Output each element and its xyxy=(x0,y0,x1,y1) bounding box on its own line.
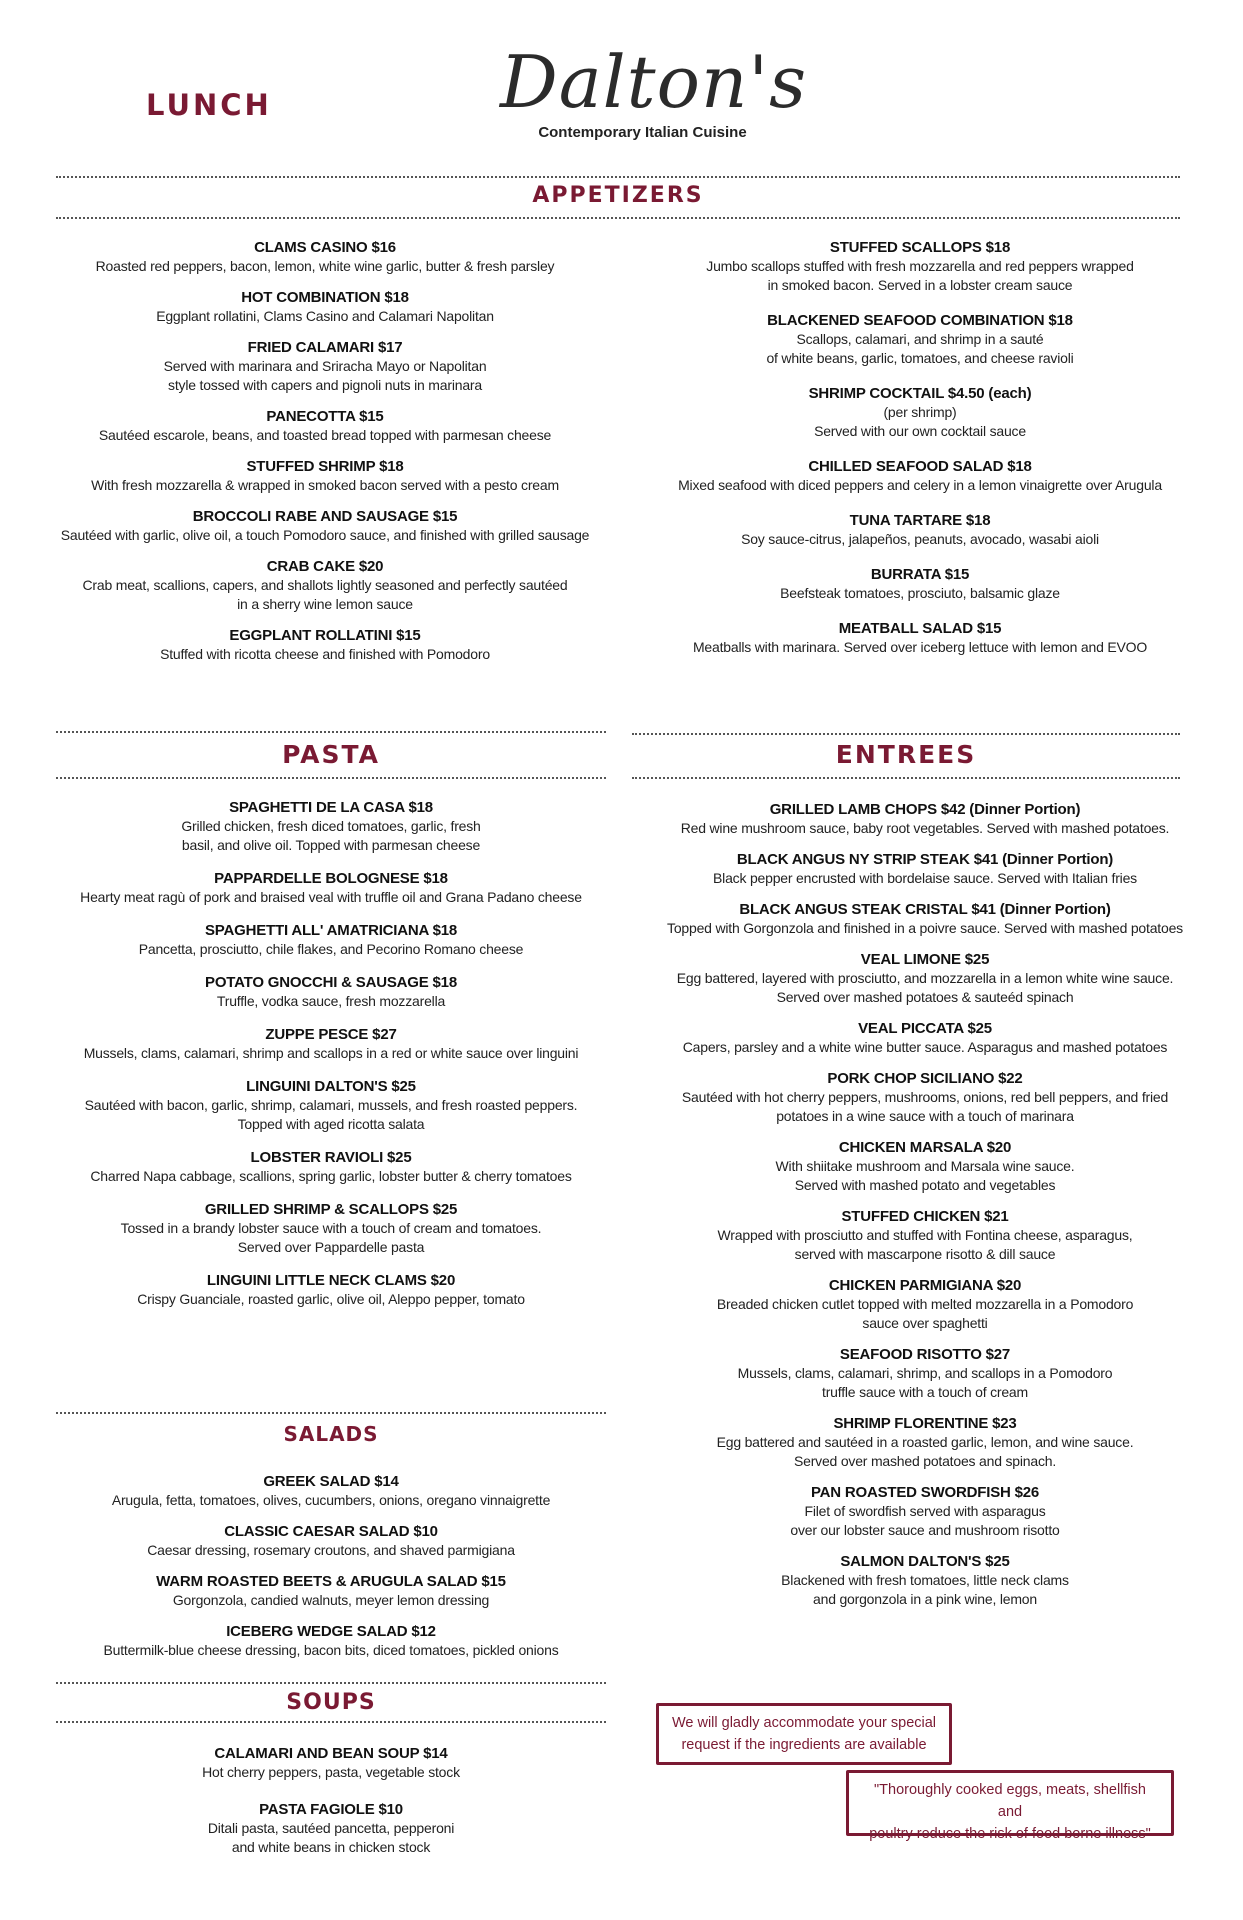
menu-item-name: GRILLED LAMB CHOPS $42 (Dinner Portion) xyxy=(769,801,1081,818)
menu-item xyxy=(40,238,610,276)
menu-item xyxy=(46,1472,616,1510)
description-line: Served over Pappardelle pasta xyxy=(237,1239,425,1255)
section-title-entrees: ENTREES xyxy=(835,740,977,769)
menu-item-description xyxy=(650,1038,1200,1057)
description-line: Black pepper encrusted with bordelaise sauce. Served with Italian fries xyxy=(713,870,1137,886)
description-line: Blackened with fresh tomatoes, little neck clams xyxy=(781,1572,1069,1588)
menu-item-name: PORK CHOP SICILIANO $22 xyxy=(827,1070,1023,1087)
menu-item-name: CALAMARI AND BEAN SOUP $14 xyxy=(214,1745,448,1762)
divider xyxy=(56,777,606,779)
menu-item-description xyxy=(650,869,1200,888)
description-line: of white beans, garlic, tomatoes, and cheese ravioli xyxy=(766,350,1074,366)
menu-item-name: PAPPARDELLE BOLOGNESE $18 xyxy=(214,870,448,887)
menu-item xyxy=(660,238,1180,295)
menu-item xyxy=(40,557,610,614)
menu-item-name: PAN ROASTED SWORDFISH $26 xyxy=(810,1484,1040,1501)
menu-item-name: CLASSIC CAESAR SALAD $10 xyxy=(224,1523,438,1540)
menu-item-description xyxy=(40,307,610,326)
description-line: Sautéed with garlic, olive oil, a touch Pomodoro sauce, and finished with grilled sausage xyxy=(60,527,590,543)
special-request-note xyxy=(656,1703,952,1765)
menu-item-description xyxy=(40,576,610,614)
menu-item xyxy=(650,1019,1200,1057)
menu-item xyxy=(46,798,616,855)
menu-item-name: EGGPLANT ROLLATINI $15 xyxy=(229,627,421,644)
menu-item-description xyxy=(46,817,616,855)
section-title-salads: SALADS xyxy=(283,1422,379,1446)
description-line: over our lobster sauce and mushroom risotto xyxy=(790,1522,1060,1538)
description-line: Served with mashed potato and vegetables xyxy=(794,1177,1056,1193)
menu-item-description xyxy=(46,1541,616,1560)
description-line: Tossed in a brandy lobster sauce with a touch of cream and tomatoes. xyxy=(120,1220,542,1236)
menu-item xyxy=(46,1522,616,1560)
menu-item xyxy=(650,1207,1200,1264)
menu-item xyxy=(46,1148,616,1186)
description-line: served with mascarpone risotto & dill sauce xyxy=(794,1246,1056,1262)
menu-item xyxy=(650,1483,1200,1540)
menu-item xyxy=(40,288,610,326)
section-title-soups: SOUPS xyxy=(286,1690,376,1715)
menu-item xyxy=(660,384,1180,441)
menu-item xyxy=(660,311,1180,368)
description-line: Meatballs with marinara. Served over iceberg lettuce with lemon and EVOO xyxy=(692,639,1148,655)
description-line: Crispy Guanciale, roasted garlic, olive oil, Aleppo pepper, tomato xyxy=(137,1291,525,1307)
menu-item xyxy=(650,850,1200,888)
description-line: Hot cherry peppers, pasta, vegetable stock xyxy=(202,1764,460,1780)
menu-item-description xyxy=(46,1290,616,1309)
menu-item-description xyxy=(650,1364,1200,1402)
menu-item-name: POTATO GNOCCHI & SAUSAGE $18 xyxy=(205,974,457,991)
menu-item-name: SEAFOOD RISOTTO $27 xyxy=(839,1346,1011,1363)
divider xyxy=(632,733,1180,735)
description-line: Ditali pasta, sautéed pancetta, pepperoni xyxy=(207,1820,455,1836)
menu-item xyxy=(46,921,616,959)
description-line: and gorgonzola in a pink wine, lemon xyxy=(813,1591,1037,1607)
description-line: With fresh mozzarella & wrapped in smoked bacon served with a pesto cream xyxy=(91,477,559,493)
menu-item-name: CLAMS CASINO $16 xyxy=(254,239,396,256)
description-line: Served over mashed potatoes & sauteéd spinach xyxy=(776,989,1074,1005)
menu-item-description xyxy=(650,1502,1200,1540)
divider xyxy=(632,777,1180,779)
menu-item-name: GRILLED SHRIMP & SCALLOPS $25 xyxy=(204,1201,458,1218)
menu-item-description xyxy=(660,476,1180,495)
description-line: Served with our own cocktail sauce xyxy=(814,423,1026,439)
menu-label: LUNCH xyxy=(146,88,272,122)
description-line: basil, and olive oil. Topped with parmesan cheese xyxy=(181,837,481,853)
menu-item-description xyxy=(46,992,616,1011)
divider xyxy=(56,176,1180,178)
description-line: potatoes in a wine sauce with a touch of marinara xyxy=(776,1108,1074,1124)
description-line: and white beans in chicken stock xyxy=(231,1839,431,1855)
menu-item-description xyxy=(650,1295,1200,1333)
menu-item xyxy=(46,973,616,1011)
menu-item xyxy=(46,1800,616,1857)
menu-item-description xyxy=(46,940,616,959)
restaurant-logo xyxy=(500,40,808,141)
description-line: Filet of swordfish served with asparagus xyxy=(804,1503,1046,1519)
menu-item xyxy=(46,869,616,907)
menu-item-description xyxy=(660,584,1180,603)
menu-item-description xyxy=(660,403,1180,441)
description-line: Capers, parsley and a white wine butter sauce. Asparagus and mashed potatoes xyxy=(682,1039,1168,1055)
menu-item xyxy=(660,619,1180,657)
menu-item xyxy=(650,1414,1200,1471)
menu-item xyxy=(46,1025,616,1063)
menu-item-description xyxy=(40,357,610,395)
description-line: Mixed seafood with diced peppers and celery in a lemon vinaigrette over Arugula xyxy=(678,477,1162,493)
description-line: Stuffed with ricotta cheese and finished with Pomodoro xyxy=(160,646,490,662)
menu-item-name: TUNA TARTARE $18 xyxy=(849,512,991,529)
description-line: Scallops, calamari, and shrimp in a sauté xyxy=(796,331,1044,347)
menu-item xyxy=(660,457,1180,495)
menu-item-name: CHILLED SEAFOOD SALAD $18 xyxy=(808,458,1032,475)
menu-item-description xyxy=(46,1096,616,1134)
menu-item-description xyxy=(40,257,610,276)
entrees-column xyxy=(650,800,1200,1621)
description-line: Soy sauce-citrus, jalapeños, peanuts, avocado, wasabi aioli xyxy=(741,531,1099,547)
warning-line: "Thoroughly cooked eggs, meats, shellfish and xyxy=(874,1782,1146,1820)
menu-item-name: CHICKEN PARMIGIANA $20 xyxy=(828,1277,1022,1294)
description-line: Caesar dressing, rosemary croutons, and shaved parmigiana xyxy=(147,1542,515,1558)
menu-item xyxy=(46,1622,616,1660)
menu-item-description xyxy=(46,1219,616,1257)
menu-item xyxy=(650,1138,1200,1195)
menu-item-description xyxy=(40,476,610,495)
salads-column xyxy=(46,1472,616,1672)
menu-item xyxy=(46,1077,616,1134)
menu-item-description xyxy=(650,1157,1200,1195)
menu-item xyxy=(46,1744,616,1782)
menu-item-name: CRAB CAKE $20 xyxy=(266,558,384,575)
menu-item-name: MEATBALL SALAD $15 xyxy=(838,620,1002,637)
note-line: We will gladly accommodate your special xyxy=(671,1715,937,1731)
menu-item xyxy=(46,1271,616,1309)
menu-item-name: ZUPPE PESCE $27 xyxy=(265,1026,397,1043)
menu-item-description xyxy=(46,1044,616,1063)
menu-item-name: SPAGHETTI ALL' AMATRICIANA $18 xyxy=(204,922,458,939)
menu-item-description xyxy=(40,645,610,664)
description-line: Served over mashed potatoes and spinach. xyxy=(793,1453,1057,1469)
description-line: Arugula, fetta, tomatoes, olives, cucumbers, onions, oregano vinnaigrette xyxy=(111,1492,551,1508)
description-line: (per shrimp) xyxy=(883,404,957,420)
menu-item-name: BLACK ANGUS STEAK CRISTAL $41 (Dinner Portion) xyxy=(739,901,1111,918)
menu-item-description xyxy=(40,426,610,445)
menu-item-description xyxy=(46,1167,616,1186)
menu-item-description xyxy=(46,1491,616,1510)
description-line: in smoked bacon. Served in a lobster cream sauce xyxy=(767,277,1073,293)
description-line: Pancetta, prosciutto, chile flakes, and Pecorino Romano cheese xyxy=(138,941,524,957)
section-title-pasta: PASTA xyxy=(282,740,380,769)
menu-item xyxy=(46,1200,616,1257)
description-line: Egg battered and sautéed in a roasted garlic, lemon, and wine sauce. xyxy=(716,1434,1134,1450)
menu-item-name: ICEBERG WEDGE SALAD $12 xyxy=(226,1623,436,1640)
description-line: Hearty meat ragù of pork and braised veal with truffle oil and Grana Padano cheese xyxy=(80,889,582,905)
menu-item xyxy=(650,1069,1200,1126)
menu-item-description xyxy=(660,530,1180,549)
tagline: Contemporary Italian Cuisine xyxy=(538,124,747,141)
description-line: Mussels, clams, calamari, shrimp, and scallops in a Pomodoro xyxy=(737,1365,1113,1381)
pasta-column xyxy=(46,798,616,1323)
menu-item-name: STUFFED SCALLOPS $18 xyxy=(829,239,1011,256)
menu-item-name: HOT COMBINATION $18 xyxy=(241,289,409,306)
menu-item xyxy=(650,900,1200,938)
divider xyxy=(56,1721,606,1723)
menu-item xyxy=(660,511,1180,549)
menu-item-description xyxy=(650,1226,1200,1264)
description-line: Eggplant rollatini, Clams Casino and Calamari Napolitan xyxy=(156,308,494,324)
description-line: Beefsteak tomatoes, prosciuto, balsamic glaze xyxy=(780,585,1060,601)
menu-item-name: VEAL LIMONE $25 xyxy=(860,951,990,968)
menu-item xyxy=(40,507,610,545)
menu-item-description xyxy=(46,1819,616,1857)
description-line: Red wine mushroom sauce, baby root vegetables. Served with mashed potatoes. xyxy=(680,820,1170,836)
note-line: request if the ingredients are available xyxy=(681,1737,927,1753)
description-line: in a sherry wine lemon sauce xyxy=(237,596,413,612)
menu-item-name: GREEK SALAD $14 xyxy=(263,1473,399,1490)
menu-item-name: BROCCOLI RABE AND SAUSAGE $15 xyxy=(192,508,458,525)
menu-item-description xyxy=(660,330,1180,368)
menu-item xyxy=(650,1552,1200,1609)
menu-item xyxy=(650,950,1200,1007)
divider xyxy=(56,731,606,733)
menu-item-description xyxy=(40,526,610,545)
menu-item-description xyxy=(650,919,1200,938)
menu-item-name: FRIED CALAMARI $17 xyxy=(247,339,403,356)
description-line: With shiitake mushroom and Marsala wine sauce. xyxy=(775,1158,1075,1174)
description-line: Topped with Gorgonzola and finished in a poivre sauce. Served with mashed potatoes xyxy=(667,920,1183,936)
menu-item-description xyxy=(46,1763,616,1782)
description-line: Breaded chicken cutlet topped with melted mozzarella in a Pomodoro xyxy=(716,1296,1134,1312)
menu-item-name: LINGUINI LITTLE NECK CLAMS $20 xyxy=(206,1272,456,1289)
menu-item-name: BURRATA $15 xyxy=(870,566,970,583)
menu-item-name: SALMON DALTON'S $25 xyxy=(840,1553,1010,1570)
appetizers-right-column xyxy=(660,238,1180,673)
description-line: Gorgonzola, candied walnuts, meyer lemon dressing xyxy=(172,1592,490,1608)
description-line: Roasted red peppers, bacon, lemon, white wine garlic, butter & fresh parsley xyxy=(95,258,555,274)
menu-item-name: SHRIMP FLORENTINE $23 xyxy=(833,1415,1017,1432)
description-line: Truffle, vodka sauce, fresh mozzarella xyxy=(216,993,446,1009)
appetizers-left-column xyxy=(40,238,610,676)
warning-line: poultry reduce the risk of food borne illness" xyxy=(869,1826,1151,1842)
menu-item-name: VEAL PICCATA $25 xyxy=(858,1020,992,1037)
description-line: style tossed with capers and pignoli nuts in marinara xyxy=(168,377,482,393)
menu-item xyxy=(40,457,610,495)
description-line: Buttermilk-blue cheese dressing, bacon bits, diced tomatoes, pickled onions xyxy=(103,1642,559,1658)
menu-item-name: BLACKENED SEAFOOD COMBINATION $18 xyxy=(767,312,1073,329)
menu-item-name: WARM ROASTED BEETS & ARUGULA SALAD $15 xyxy=(156,1573,506,1590)
menu-item-description xyxy=(46,888,616,907)
menu-item xyxy=(660,565,1180,603)
menu-item-name: SPAGHETTI DE LA CASA $18 xyxy=(229,799,433,816)
divider xyxy=(56,1412,606,1414)
description-line: Jumbo scallops stuffed with fresh mozzarella and red peppers wrapped xyxy=(706,258,1134,274)
description-line: Egg battered, layered with prosciutto, and mozzarella in a lemon white wine sauce. xyxy=(676,970,1174,986)
description-line: truffle sauce with a touch of cream xyxy=(822,1384,1028,1400)
menu-item-description xyxy=(650,1571,1200,1609)
description-line: Topped with aged ricotta salata xyxy=(237,1116,425,1132)
menu-item-name: PASTA FAGIOLE $10 xyxy=(259,1801,403,1818)
description-line: Sautéed with bacon, garlic, shrimp, calamari, mussels, and fresh roasted peppers. xyxy=(84,1097,578,1113)
menu-item-description xyxy=(46,1591,616,1610)
menu-item-description xyxy=(650,1088,1200,1126)
logo-wordmark: Dalton's xyxy=(500,40,808,124)
section-title-appetizers: APPETIZERS xyxy=(532,183,704,208)
menu-item-name: LINGUINI DALTON'S $25 xyxy=(246,1078,416,1095)
menu-item-description xyxy=(650,969,1200,1007)
menu-item-description xyxy=(46,1641,616,1660)
menu-item xyxy=(650,800,1200,838)
food-safety-warning xyxy=(846,1770,1174,1842)
menu-item xyxy=(46,1572,616,1610)
divider xyxy=(56,1682,606,1684)
menu-item-name: PANECOTTA $15 xyxy=(266,408,384,425)
menu-item-description xyxy=(650,819,1200,838)
soups-column xyxy=(46,1744,616,1875)
menu-item xyxy=(40,626,610,664)
description-line: Crab meat, scallions, capers, and shallots lightly seasoned and perfectly sautéed xyxy=(82,577,568,593)
description-line: sauce over spaghetti xyxy=(862,1315,988,1331)
menu-item-name: LOBSTER RAVIOLI $25 xyxy=(250,1149,412,1166)
menu-item-name: STUFFED CHICKEN $21 xyxy=(841,1208,1009,1225)
menu-item-name: BLACK ANGUS NY STRIP STEAK $41 (Dinner Portion) xyxy=(736,851,1114,868)
menu-item-name: STUFFED SHRIMP $18 xyxy=(246,458,404,475)
menu-item xyxy=(650,1345,1200,1402)
menu-item xyxy=(40,338,610,395)
description-line: Grilled chicken, fresh diced tomatoes, garlic, fresh xyxy=(181,818,481,834)
menu-item xyxy=(40,407,610,445)
description-line: Sautéed with hot cherry peppers, mushrooms, onions, red bell peppers, and fried xyxy=(681,1089,1169,1105)
description-line: Served with marinara and Sriracha Mayo or Napolitan xyxy=(163,358,487,374)
menu-item-description xyxy=(660,638,1180,657)
divider xyxy=(56,217,1180,219)
menu-item xyxy=(650,1276,1200,1333)
menu-item-description xyxy=(660,257,1180,295)
description-line: Mussels, clams, calamari, shrimp and scallops in a red or white sauce over linguini xyxy=(83,1045,579,1061)
menu-item-name: CHICKEN MARSALA $20 xyxy=(838,1139,1012,1156)
menu-item-name: SHRIMP COCKTAIL $4.50 (each) xyxy=(808,385,1032,402)
description-line: Charred Napa cabbage, scallions, spring garlic, lobster butter & cherry tomatoes xyxy=(90,1168,572,1184)
menu-item-description xyxy=(650,1433,1200,1471)
description-line: Wrapped with prosciutto and stuffed with Fontina cheese, asparagus, xyxy=(717,1227,1133,1243)
description-line: Sautéed escarole, beans, and toasted bread topped with parmesan cheese xyxy=(98,427,552,443)
